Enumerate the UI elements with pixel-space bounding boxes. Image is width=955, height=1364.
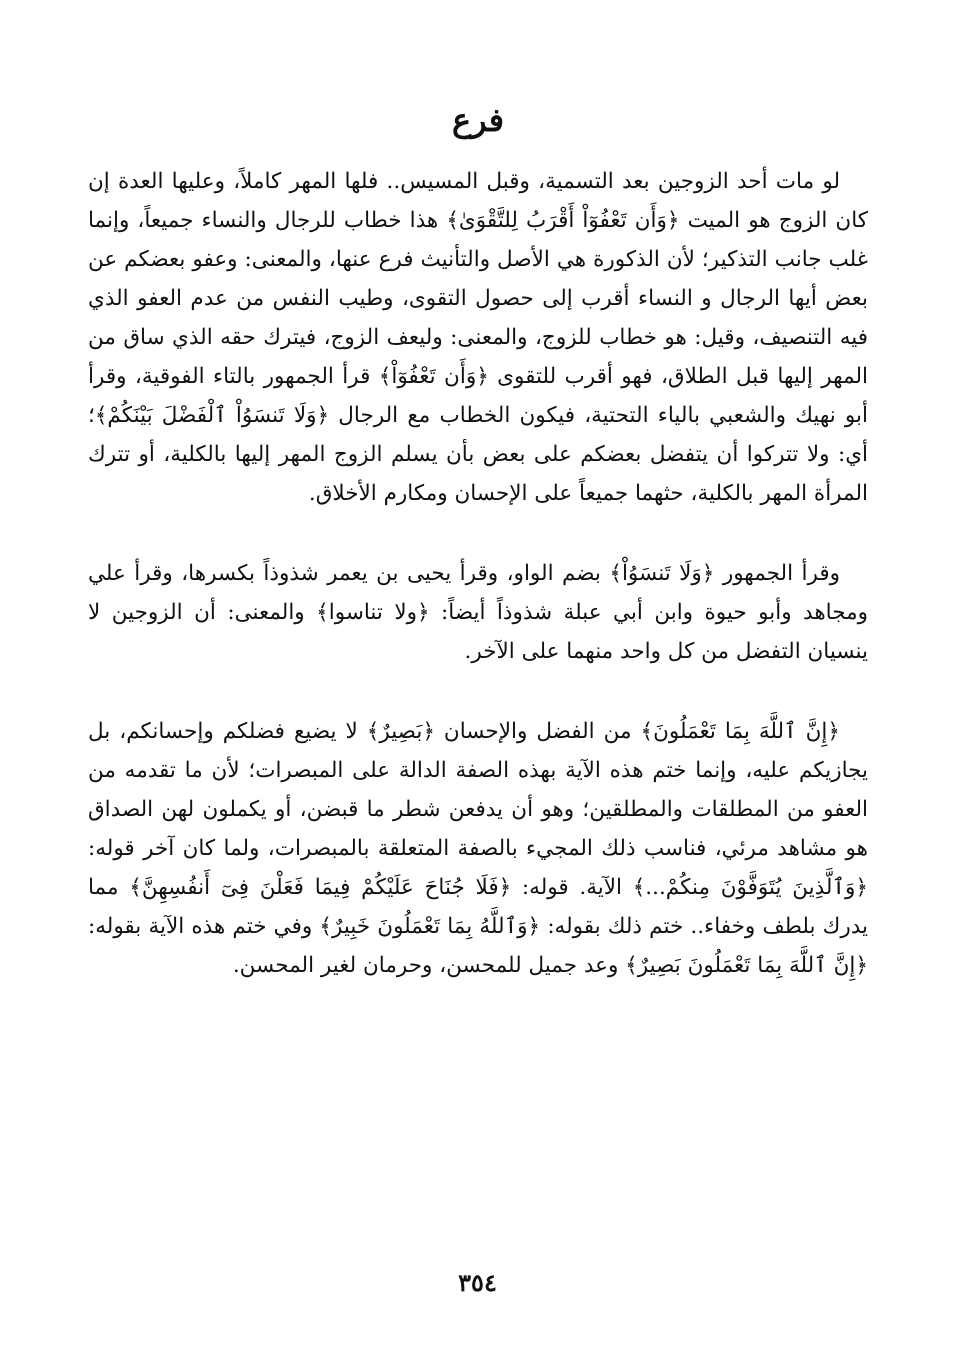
section-title: فرع (451, 101, 505, 139)
paragraph-1: لو مات أحد الزوجين بعد التسمية، وقبل المسيس.. فلها المهر كاملاً، وعليها العدة إن كان الزوج هو الميت ﴿وَأَن تَعْفُوٓاْ أَقْرَبُ لِلتَّقْوَىٰ﴾ هذا خطاب للرجال والنساء جميعاً، وإنما غلب جانب التذكير؛ لأن الذكورة هي الأصل والتأنيث فرع عنها، والمعنى: وعفو بعضكم عن بعض أيها الرجال و النساء أقرب إلى حصول التقوى، وطيب النفس من عدم العفو الذي فيه التنصيف، وقيل: هو خطاب للزوج، والمعنى: وليعف الزوج، فيترك حقه الذي ساق من المهر إليها قبل الطلاق، فهو أقرب للتقوى ﴿وَأَن تَعْفُوٓاْ﴾ قرأ الجمهور بالتاء الفوقية، وقرأ أبو نهيك والشعبي بالياء التحتية، فيكون الخطاب مع الرجال ﴿وَلَا تَنسَوُاْ ٱلْفَضْلَ بَيْنَكُمْ﴾؛ أي: ولا تتركوا أن يتفضل بعضكم على بعض بأن يسلم الزوج المهر إليها بالكلية، أو تترك المرأة المهر بالكلية، حثهما جميعاً على الإحسان ومكارم الأخلاق. (88, 169, 868, 506)
paragraph-2: وقرأ الجمهور ﴿وَلَا تَنسَوُاْ﴾ بضم الواو، وقرأ يحيى بن يعمر شذوذاً بكسرها، وقرأ علي ومجاهد وأبو حيوة وابن أبي عبلة شذوذاً أيضاً: ﴿ولا تناسوا﴾ والمعنى: أن الزوجين لا ينسيان التفضل من كل واحد منهما على الآخر. (88, 561, 868, 664)
page-number: ٣٥٤ (458, 1268, 497, 1297)
document-page (88, 100, 868, 985)
paragraph-3: ﴿إِنَّ ٱللَّهَ بِمَا تَعْمَلُونَ﴾ من الفضل والإحسان ﴿بَصِيرٌ﴾ لا يضيع فضلكم وإحسانكم، بل يجازيكم عليه، وإنما ختم هذه الآية بهذه الصفة الدالة على المبصرات؛ لأن ما تقدمه من العفو من المطلقات والمطلقين؛ وهو أن يدفعن شطر ما قبضن، أو يكملون لهن الصداق هو مشاهد مرئي، فناسب ذلك المجيء بالصفة المتعلقة بالمبصرات، ولما كان آخر قوله: ﴿وَٱلَّذِينَ يُتَوَفَّوْنَ مِنكُمْ...﴾ الآية. قوله: ﴿فَلَا جُنَاحَ عَلَيْكُمْ فِيمَا فَعَلْنَ فِىٓ أَنفُسِهِنَّ﴾ مما يدرك بلطف وخفاء.. ختم ذلك بقوله: ﴿وَٱللَّهُ بِمَا تَعْمَلُونَ خَبِيرٌ﴾ وفي ختم هذه الآية بقوله: ﴿إِنَّ ٱللَّهَ بِمَا تَعْمَلُونَ بَصِيرٌ﴾ وعد جميل للمحسن، وحرمان لغير المحسن. (88, 719, 868, 978)
